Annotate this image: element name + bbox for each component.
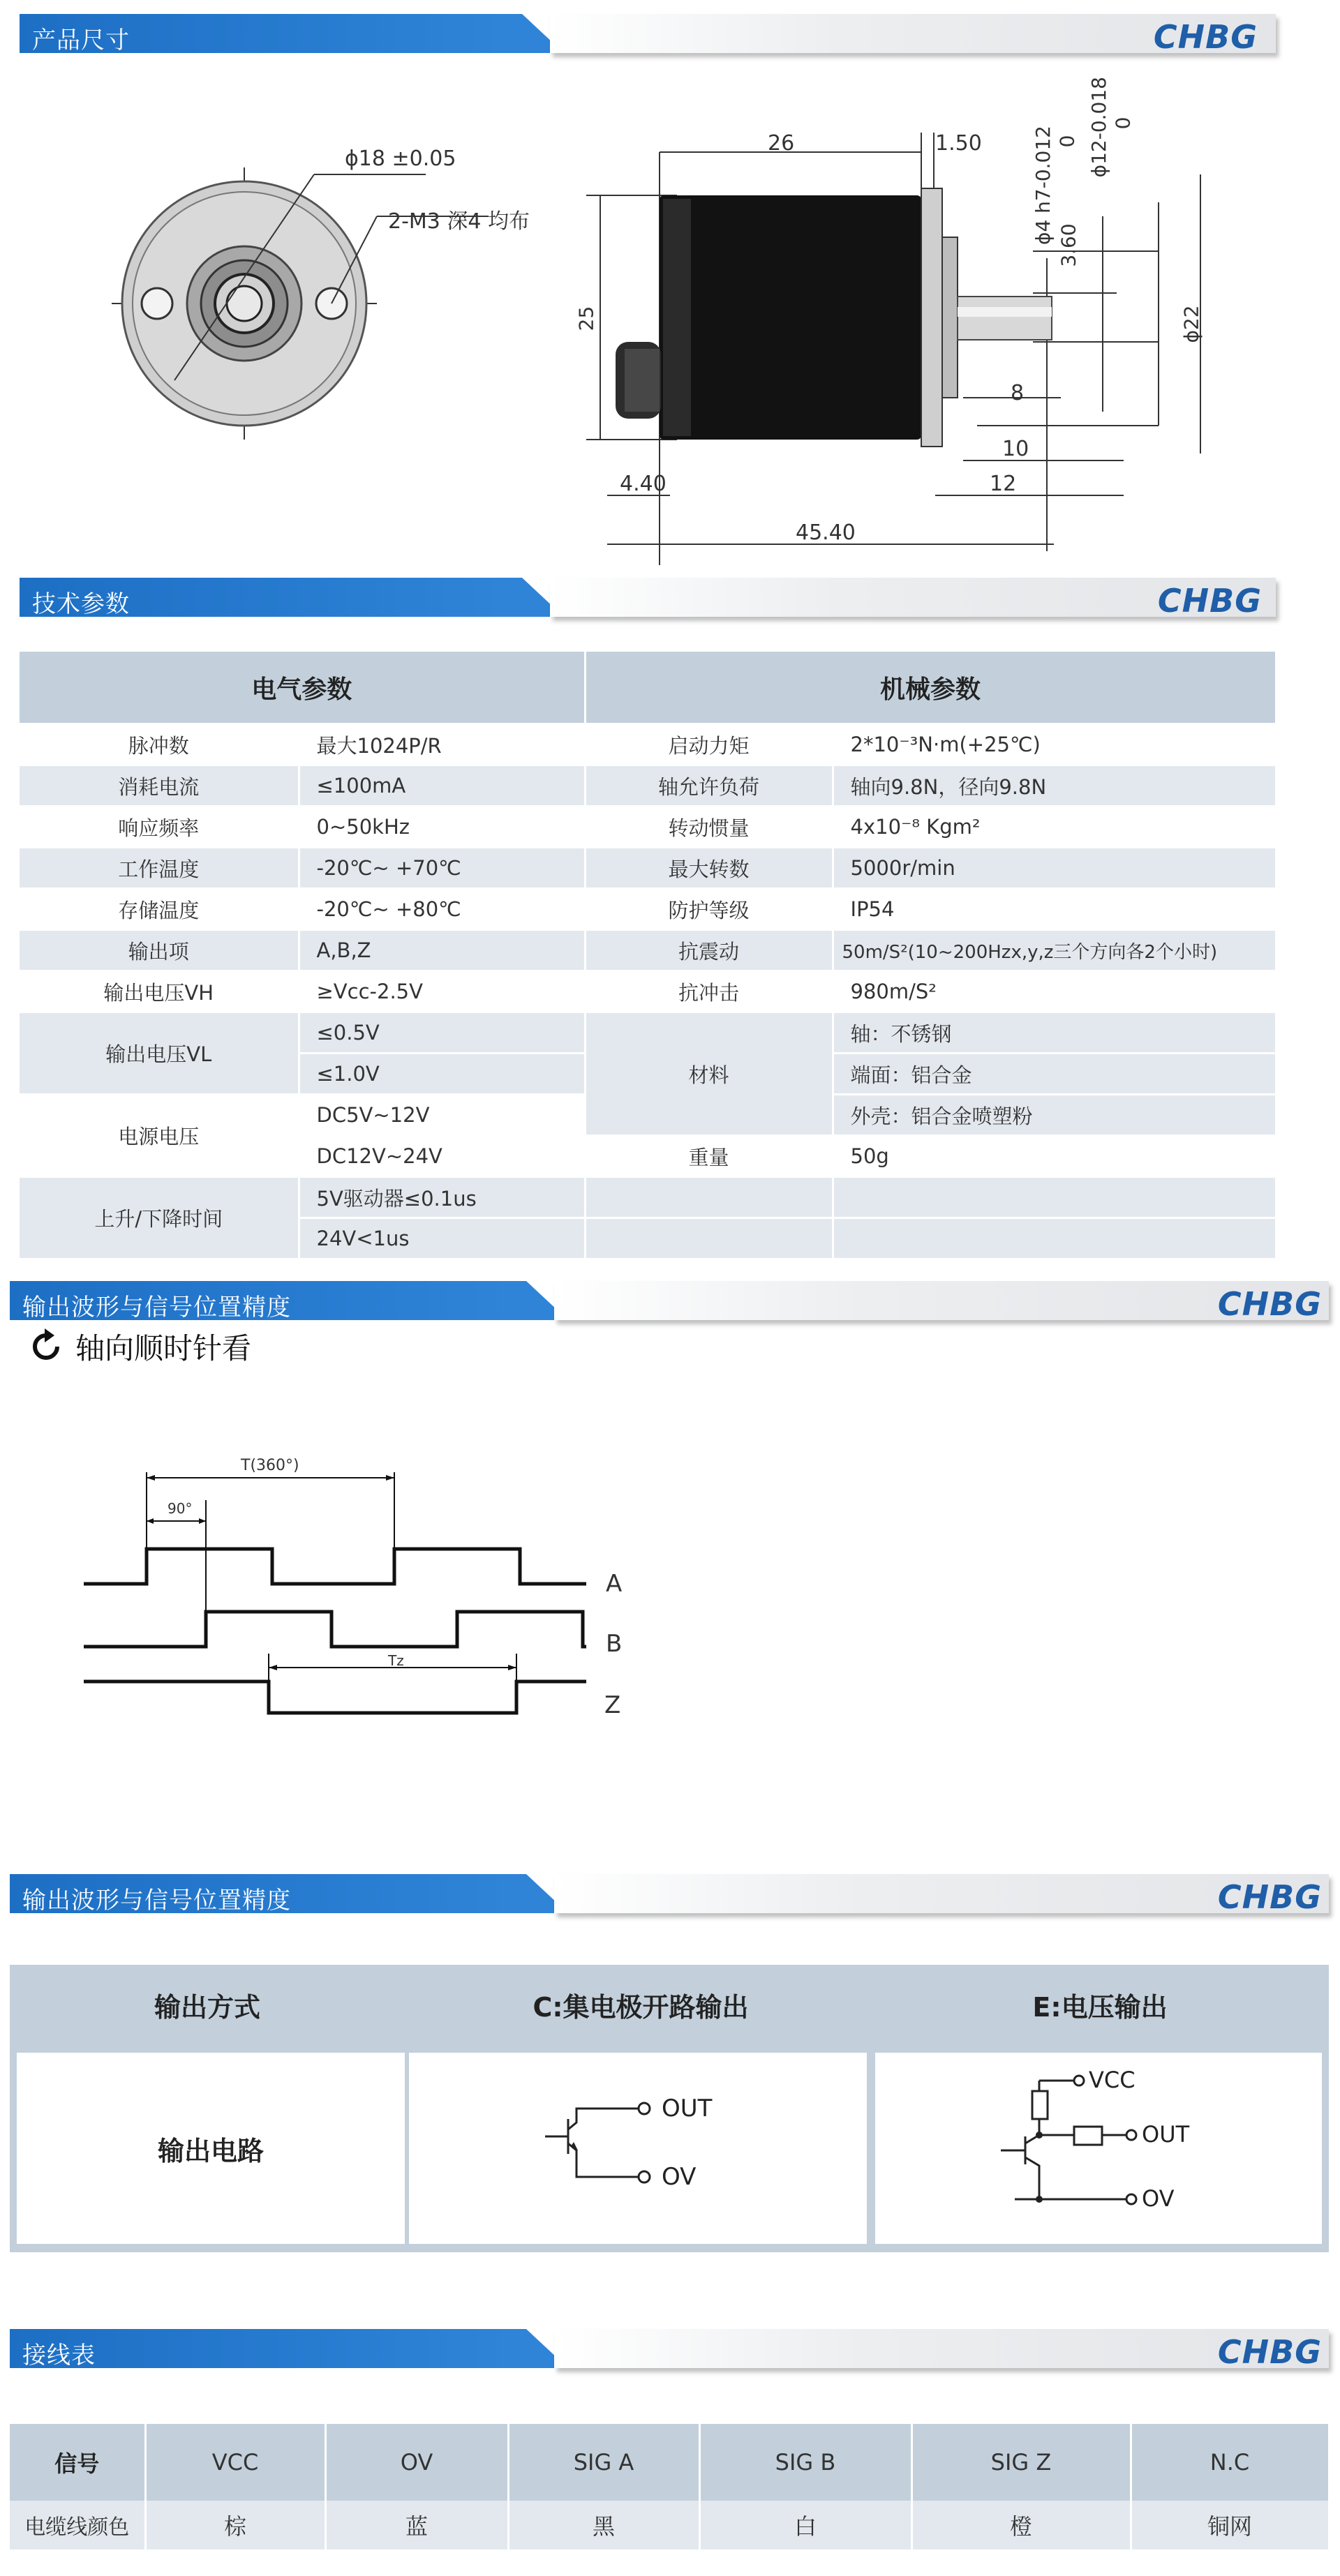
output-header-mode: 输出方式 bbox=[154, 1992, 260, 2023]
cell-label: 电源电压 bbox=[20, 1095, 299, 1177]
wiring-header-row bbox=[10, 2424, 1329, 2501]
cell-value: -20℃~ +70℃ bbox=[299, 848, 585, 889]
wiring-header-cell: N.C bbox=[1131, 2424, 1329, 2501]
cell-value: 980m/S² bbox=[833, 971, 1276, 1012]
dim-45-40: 45.40 bbox=[796, 521, 856, 545]
cell-value: ≥Vcc-2.5V bbox=[299, 971, 585, 1012]
brand-logo: CHBG bbox=[1217, 1285, 1322, 1323]
section-title: 输出波形与信号位置精度 bbox=[22, 1294, 291, 1321]
section-header-tech bbox=[20, 578, 1276, 620]
section-header-output bbox=[10, 1874, 1329, 1916]
dim-shaft-h7-zero: 0 bbox=[1055, 135, 1079, 148]
wiring-header-cell: 信号 bbox=[10, 2424, 145, 2501]
dim-1-50: 1.50 bbox=[935, 131, 982, 156]
cell-value: -20℃~ +80℃ bbox=[299, 889, 585, 930]
wiring-color-cell: 蓝 bbox=[325, 2501, 508, 2549]
cell-label: 消耗电流 bbox=[20, 765, 299, 807]
wiring-color-cell: 铜网 bbox=[1131, 2501, 1329, 2549]
oc-ov-label: OV bbox=[662, 2163, 697, 2191]
volt-out-label: OUT bbox=[1142, 2121, 1190, 2148]
cell-value: 轴：不锈钢 bbox=[833, 1012, 1276, 1054]
output-table bbox=[10, 1965, 1329, 2252]
brand-logo: CHBG bbox=[1157, 582, 1262, 620]
cell-label: 输出电压VL bbox=[20, 1012, 299, 1095]
cell-value: ≤100mA bbox=[299, 765, 585, 807]
empty-cell bbox=[585, 1177, 833, 1218]
empty-cell bbox=[833, 1177, 1276, 1218]
dim-front-holes: 2-M3 深4 均布 bbox=[388, 209, 530, 234]
cell-label: 轴允许负荷 bbox=[585, 765, 833, 807]
wiring-header-cell: SIG A bbox=[508, 2424, 699, 2501]
cell-value: 轴向9.8N，径向9.8N bbox=[833, 765, 1276, 807]
cell-value: 4x10⁻⁸ Kgm² bbox=[833, 807, 1276, 848]
table-row bbox=[20, 971, 1276, 1012]
cell-label: 上升/下降时间 bbox=[20, 1177, 299, 1259]
clockwise-arrow-icon bbox=[27, 1327, 66, 1366]
dim-front-diameter: ϕ18 ±0.05 bbox=[345, 147, 456, 171]
cell-value: ≤1.0V bbox=[299, 1054, 585, 1095]
wiring-table bbox=[10, 2424, 1330, 2549]
wiring-color-cell: 黑 bbox=[508, 2501, 699, 2549]
cell-value: ≤0.5V bbox=[299, 1012, 585, 1054]
section-title: 产品尺寸 bbox=[32, 27, 130, 54]
header-electrical: 电气参数 bbox=[20, 652, 585, 724]
cell-value: DC12V~24V bbox=[299, 1136, 585, 1177]
output-cell-voltage bbox=[875, 2053, 1322, 2244]
side-view-drawing bbox=[586, 63, 1256, 565]
cell-value: 最大1024P/R bbox=[299, 724, 585, 765]
section-header-waveform bbox=[10, 1281, 1329, 1323]
cell-label: 材料 bbox=[585, 1012, 833, 1136]
cell-value: 5V驱动器≤0.1us bbox=[299, 1177, 585, 1218]
dim-8: 8 bbox=[1011, 381, 1025, 405]
table-row bbox=[20, 807, 1276, 848]
cell-label: 转动惯量 bbox=[585, 807, 833, 848]
dim-26: 26 bbox=[768, 131, 795, 156]
wiring-header-cell: SIG Z bbox=[911, 2424, 1131, 2501]
wiring-header-cell: VCC bbox=[145, 2424, 325, 2501]
dim-shaft-12-zero: 0 bbox=[1111, 117, 1135, 130]
dim-22: ϕ22 bbox=[1179, 305, 1203, 343]
cell-value: A,B,Z bbox=[299, 930, 585, 971]
section-title: 技术参数 bbox=[32, 590, 130, 618]
empty-cell bbox=[833, 1218, 1276, 1259]
table-row bbox=[20, 724, 1276, 765]
dim-3-60: 3.60 bbox=[1057, 223, 1080, 267]
dim-shaft-h7: ϕ4 h7-0.012 bbox=[1032, 126, 1055, 246]
dim-25: 25 bbox=[574, 306, 598, 331]
front-view-drawing bbox=[98, 126, 572, 474]
cell-label: 响应频率 bbox=[20, 807, 299, 848]
cell-value: IP54 bbox=[833, 889, 1276, 930]
dim-shaft-12: ϕ12-0.018 bbox=[1087, 77, 1110, 178]
rotation-label: 轴向顺时针看 bbox=[75, 1331, 252, 1365]
cell-label: 脉冲数 bbox=[20, 724, 299, 765]
cell-value: DC5V~12V bbox=[299, 1095, 585, 1136]
channel-b-label: B bbox=[606, 1630, 623, 1658]
brand-logo: CHBG bbox=[1217, 2333, 1322, 2371]
cell-value: 50g bbox=[833, 1136, 1276, 1177]
cell-value: 端面：铝合金 bbox=[833, 1054, 1276, 1095]
cell-value: 24V<1us bbox=[299, 1218, 585, 1259]
section-title: 接线表 bbox=[22, 2342, 96, 2369]
brand-logo: CHBG bbox=[1217, 1878, 1322, 1916]
cell-value: 5000r/min bbox=[833, 848, 1276, 889]
rotation-direction bbox=[27, 1326, 251, 1368]
period-label: T(360°) bbox=[241, 1457, 299, 1474]
tz-label: Tz bbox=[388, 1652, 404, 1669]
cell-label: 最大转数 bbox=[585, 848, 833, 889]
section-title: 输出波形与信号位置精度 bbox=[22, 1887, 291, 1915]
tech-params-table bbox=[20, 652, 1277, 1260]
cell-label: 防护等级 bbox=[585, 889, 833, 930]
cell-label: 输出项 bbox=[20, 930, 299, 971]
dim-12: 12 bbox=[990, 472, 1017, 496]
cell-value: 0~50kHz bbox=[299, 807, 585, 848]
cell-label: 抗震动 bbox=[585, 930, 833, 971]
output-cell-label bbox=[17, 2053, 405, 2244]
table-row bbox=[20, 930, 1276, 971]
cell-label: 重量 bbox=[585, 1136, 833, 1177]
table-row bbox=[20, 1012, 1276, 1054]
volt-vcc-label: VCC bbox=[1089, 2067, 1136, 2093]
oc-out-label: OUT bbox=[662, 2095, 713, 2122]
channel-z-label: Z bbox=[604, 1691, 621, 1719]
wiring-color-cell: 橙 bbox=[911, 2501, 1131, 2549]
dim-4-40: 4.40 bbox=[620, 472, 667, 496]
wiring-color-cell: 棕 bbox=[145, 2501, 325, 2549]
cell-value: 2*10⁻³N·m(+25℃) bbox=[833, 724, 1276, 765]
wiring-color-row bbox=[10, 2501, 1329, 2549]
output-header-voltage: E:电压输出 bbox=[1032, 1992, 1168, 2023]
cell-label: 存储温度 bbox=[20, 889, 299, 930]
table-row bbox=[20, 1177, 1276, 1218]
volt-ov-label: OV bbox=[1142, 2185, 1175, 2212]
brand-logo: CHBG bbox=[1153, 18, 1258, 56]
wiring-color-cell: 白 bbox=[699, 2501, 911, 2549]
cell-label: 输出电压VH bbox=[20, 971, 299, 1012]
wiring-header-cell: SIG B bbox=[699, 2424, 911, 2501]
table-header-row bbox=[20, 652, 1276, 724]
section-header-wiring bbox=[10, 2329, 1329, 2371]
wiring-header-cell: OV bbox=[325, 2424, 508, 2501]
empty-cell bbox=[585, 1218, 833, 1259]
cell-value: 外壳：铝合金喷塑粉 bbox=[833, 1095, 1276, 1136]
output-cell-oc bbox=[409, 2053, 867, 2244]
waveform-diagram bbox=[77, 1444, 649, 1737]
table-row bbox=[20, 848, 1276, 889]
cell-value: 50m/S²(10~200Hzx,y,z三个方向各2个小时) bbox=[833, 930, 1276, 971]
table-row bbox=[20, 765, 1276, 807]
channel-a-label: A bbox=[606, 1570, 623, 1598]
quarter-label: 90° bbox=[168, 1500, 193, 1517]
open-collector-circuit bbox=[409, 2053, 867, 2244]
cell-label: 抗冲击 bbox=[585, 971, 833, 1012]
section-header-size bbox=[20, 14, 1276, 56]
dim-10: 10 bbox=[1002, 437, 1029, 461]
cell-label: 启动力矩 bbox=[585, 724, 833, 765]
table-row bbox=[20, 889, 1276, 930]
wiring-color-cell: 电缆线颜色 bbox=[10, 2501, 145, 2549]
cell-label: 工作温度 bbox=[20, 848, 299, 889]
output-row-label: 输出电路 bbox=[157, 2136, 264, 2166]
output-header-oc: C:集电极开路输出 bbox=[533, 1992, 749, 2023]
header-mechanical: 机械参数 bbox=[585, 652, 1276, 724]
